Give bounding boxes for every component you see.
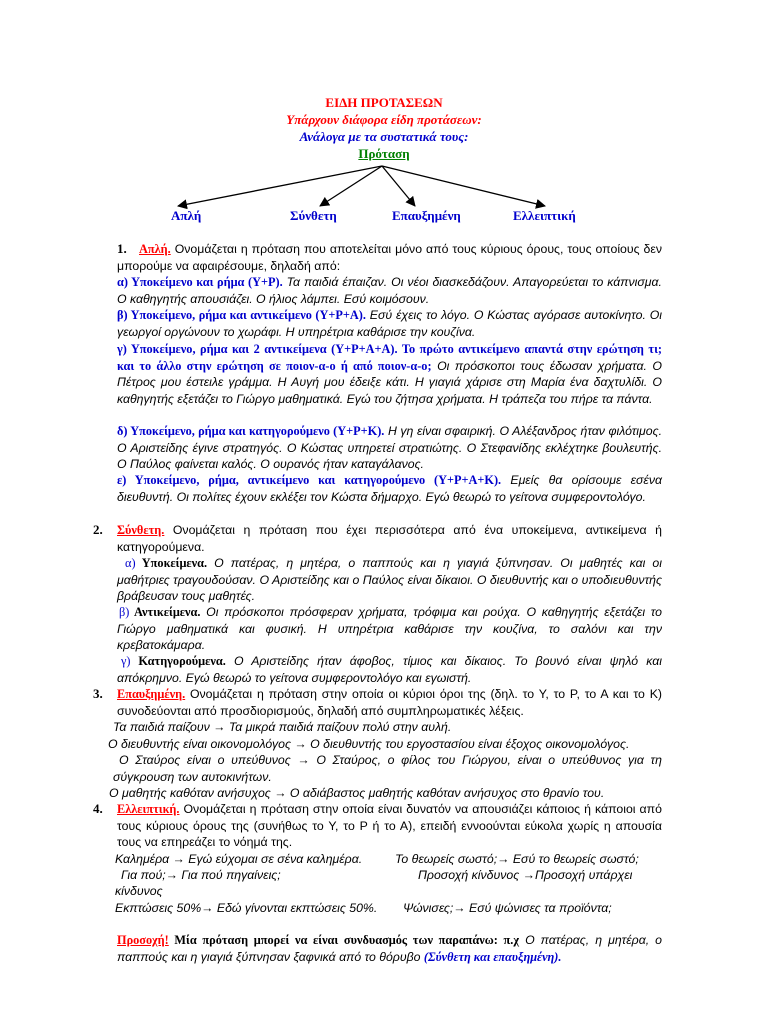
compound-item-c: [117, 653, 662, 686]
item-examples: Τα παιδιά έπαιζαν. Οι νέοι διασκεδάζουν. Απαγορεύεται το κάπνισμα. Ο καθηγητής απουσιάζει. Ο ήλιος λάμπει. Εσύ κοιμόσουν.: [117, 275, 662, 306]
section-label: Απλή.: [139, 242, 171, 256]
item-heading: ε) Υποκείμενο, ρήμα, αντικείμενο και κατηγορούμενο (Υ+Ρ+Α+Κ).: [117, 473, 502, 487]
elliptical-example-1a: Καλημέρα → Εγώ εύχομαι σε σένα καλημέρα.: [115, 852, 363, 866]
item-heading: α) Υποκείμενο και ρήμα (Υ+Ρ).: [117, 275, 283, 289]
simple-item-b: [117, 307, 662, 340]
branch-extended: Επαυξημένη: [392, 208, 461, 223]
subtitle-2: Ανάλογα με τα συστατικά τους:: [299, 129, 469, 144]
compound-item-a: [117, 555, 662, 605]
item-examples: Οι πρόσκοποι τους έδωσαν χρήματα. Ο Πέτρος μου έστειλε γράμμα. Η Αυγή μου έδειξε κάτι. Η γιαγιά χάρισε στη Μαρία ένα δαχτυλίδι. Ο καθηγητής εξετάζει το Γιώργο μαθηματικά. Εγώ του ζήτησα χρήματα. Η τράπεζα του πήρε τα πάντα.: [117, 358, 663, 406]
subtitle-1: Υπάρχουν διάφορα είδη προτάσεων:: [286, 112, 482, 127]
arrow-elliptical: [382, 166, 545, 206]
elliptical-example-2c: κίνδυνος: [115, 884, 163, 898]
section-number: 4.: [93, 801, 103, 816]
elliptical-example-1b: Το θεωρείς σωστό;→ Εσύ το θεωρείς σωστό;: [395, 852, 639, 866]
compound-item-b: [117, 604, 662, 654]
section-number: 1.: [117, 241, 127, 256]
item-heading: γ) Υποκείμενο, ρήμα και 2 αντικείμενα (Υ+Ρ+Α+Α). Το πρώτο αντικείμενο απαντά στην ερώτηση τι; και το άλλο στην ερώτηση σε ποιον-α-ο ή από ποιον-α-ο;: [117, 342, 662, 373]
section-simple-intro: [117, 241, 662, 274]
item-letter: β): [119, 605, 130, 619]
branch-elliptical: Ελλειπτική: [513, 208, 576, 223]
item-examples: Εμείς θα ορίσουμε εσένα διευθυντή. Οι πολίτες έχουν εκλέξει τον Κώστα δήμαρχο. Εγώ θεωρώ το γείτονα συμφεροντολόγο.: [117, 473, 662, 504]
note-text: Ο πατέρας, η μητέρα, ο παππούς και η γιαγιά ξύπνησαν ξαφνικά από το θόρυβο: [117, 933, 662, 964]
item-examples: Η γη είναι σφαιρική. Ο Αλέξανδρος ήταν φιλότιμος. Ο Αριστείδης έγινε στρατηγός. Ο Κώστας υπηρετεί στρατιώτης. Ο Στεφανίδης εκλέχτηκε βουλευτής. Ο Παύλος φαίνεται καλός. Ο ουρανός ήταν καταγάλανος.: [117, 424, 663, 472]
note-label: Προσοχή!: [117, 933, 169, 947]
section-label: Σύνθετη.: [117, 523, 165, 537]
item-heading: Αντικείμενα.: [129, 605, 201, 619]
section-label: Επαυξημένη.: [117, 687, 186, 701]
arrow-extended: [382, 166, 415, 206]
elliptical-example-2a: Για πού;→ Για πού πηγαίνεις;: [121, 868, 281, 882]
elliptical-example-3b: Ψώνισες;→ Εσύ ψώνισες τα προϊόντα;: [403, 901, 612, 915]
simple-item-e: [117, 472, 662, 505]
section-elliptical-intro: [117, 801, 662, 851]
branch-simple: Απλή: [171, 208, 202, 223]
section-text: Ονομάζεται η πρόταση στην οποία είναι δυνατόν να απουσιάζει κάποιος ή κάποιοι από τους κύριους όρους της (συνήθως το Υ, το Ρ ή το Α), επειδή εννοούνται εύκολα χωρίς η απουσία τους να επηρεάζει το νόημά της.: [117, 802, 662, 850]
section-extended-intro: [117, 686, 662, 719]
section-compound-intro: [117, 522, 662, 555]
item-examples: Οι πρόσκοποι πρόσφεραν χρήματα, τρόφιμα και ρούχα. Ο καθηγητής εξετάζει το Γιώργο μαθηματικά και φυσική. Η υπηρέτρια καθάρισε την κουζίνα, το σαλόνι και την κρεβατοκάμαρα.: [117, 605, 662, 653]
elliptical-example-2b: Προσοχή κίνδυνος →Προσοχή υπάρχει: [418, 868, 633, 882]
simple-item-a: [117, 274, 662, 307]
section-text: Ονομάζεται η πρόταση στην οποία οι κύριοι όροι της (δηλ. το Υ, το Ρ, το Α και το Κ) συνοδεύονται από προσδιορισμούς, δηλαδή από συμπληρωματικές λέξεις.: [117, 687, 662, 718]
item-heading: β) Υποκείμενο, ρήμα και αντικείμενο (Υ+Ρ+Α).: [117, 308, 366, 322]
item-examples: Εσύ έχεις το λόγο. Ο Κώστας αγόρασε αυτοκίνητο. Οι γεωργοί οργώνουν το χωράφι. Η υπηρέτρια καθάρισε την κουζίνα.: [117, 308, 662, 339]
root-label: Πρόταση: [358, 146, 410, 161]
item-examples: Ο Αριστείδης ήταν άφοβος, τίμιος και δίκαιος. Το βουνό είναι ψηλό και απόκρημνο. Εγώ θεωρώ το γείτονα συμφεροντολόγο και εγωιστή.: [117, 654, 662, 685]
item-examples: Ο πατέρας, η μητέρα, ο παππούς και η γιαγιά ξύπνησαν. Οι μαθητές και οι μαθήτριες τραγουδούσαν. Ο Αριστείδης και ο Παύλος είναι δίκαιοι. Ο διευθυντής και ο υποδιευθυντής βράβευσαν τους μαθητές.: [117, 556, 662, 604]
item-heading: δ) Υποκείμενο, ρήμα και κατηγορούμενο (Υ+Ρ+Κ).: [117, 424, 385, 438]
section-number: 3.: [93, 686, 103, 701]
item-letter: γ): [121, 654, 131, 668]
elliptical-example-3a: Εκπτώσεις 50%→ Εδώ γίνονται εκπτώσεις 50%.: [115, 901, 378, 915]
item-letter: α): [125, 556, 136, 570]
document-title: ΕΙΔΗ ΠΡΟΤΑΣΕΩΝ: [325, 95, 443, 110]
simple-item-d: [117, 423, 662, 473]
note-heading: Μία πρόταση μπορεί να είναι συνδυασμός των παραπάνω: π.χ: [168, 933, 520, 947]
item-heading: Υποκείμενα.: [135, 556, 208, 570]
extended-example-1: Τα παιδιά παίζουν → Τα μικρά παιδιά παίζουν πολύ στην αυλή.: [113, 720, 452, 734]
extended-example-2: Ο διευθυντής είναι οικονομολόγος → Ο διευθυντής του εργοστασίου είναι έξοχος οικονομολόγος.: [108, 737, 630, 751]
branch-compound: Σύνθετη: [290, 208, 337, 223]
attention-note: [117, 932, 662, 965]
extended-example-3: Ο Σταύρος είναι ο υπεύθυνος → Ο Σταύρος, ο φίλος του Γιώργου, είναι ο υπεύθυνος για τη σύγκρουση των αυτοκινήτων.: [113, 753, 662, 784]
section-label: Ελλειπτική.: [117, 802, 180, 816]
note-tag: (Σύνθετη και επαυξημένη).: [423, 949, 562, 964]
tree-diagram: [0, 0, 768, 230]
section-number: 2.: [93, 522, 103, 537]
simple-item-c: [117, 341, 662, 407]
extended-example-4: Ο μαθητής καθόταν ανήσυχος → Ο αδιάβαστος μαθητής καθόταν ανήσυχος στο θρανίο του.: [109, 786, 605, 800]
section-text: Ονομάζεται η πρόταση που έχει περισσότερα από ένα υποκείμενα, αντικείμενα ή κατηγορούμενα.: [117, 523, 662, 554]
section-text: Ονομάζεται η πρόταση που αποτελείται μόνο από τους κύριους όρους, τους οποίους δεν μπορούμε να αφαιρέσουμε, δηλαδή από:: [117, 242, 662, 273]
item-heading: Κατηγορούμενα.: [130, 654, 226, 668]
